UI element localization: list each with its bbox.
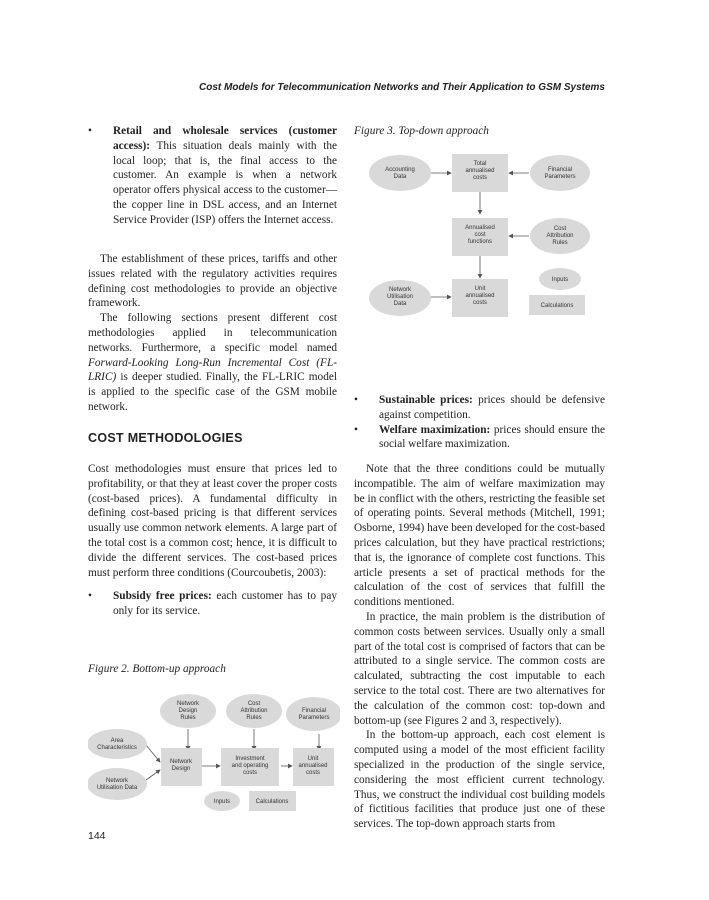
label: annualised [465,293,495,299]
label: costs [242,770,258,776]
label: Utilisation Data [96,785,138,791]
model-name: Forward-Looking Long-Run Incremental Cost (FL-LRIC) [88,356,337,384]
bullet-text: This situation deals mainly with the local loop; that is, the final access to the customer. An example is when a network operator offers physical access to the customer—the copper line in DSL access, and an Internet Service Provider (ISP) offers the Internet access. [113,139,337,226]
label: Design [171,766,191,772]
label: Financial [301,708,327,714]
label: Network [176,701,200,707]
label: Total [473,161,487,167]
paragraph: Cost methodologies must ensure that prices led to profitability, or that they at least cover the proper costs (cost-based prices). A fundamental difficulty in defining cost-based pricing is that different services usually use common network elements. A large part of the total cost is a common cost; hence, it is difficult to divide the different services. The cost-based prices must perform three conditions (Courcoubetis, 2003): [88,463,337,579]
label: costs [472,175,488,181]
label: Utilisation [386,294,414,300]
label: annualised [465,168,495,174]
label: annualised [298,763,328,769]
label: Financial [547,167,573,173]
label: Data [393,301,407,307]
label: costs [305,770,321,776]
node-area-characteristics [88,729,147,759]
bullet-term: Welfare maximization: [379,423,491,436]
figure-3-diagram [366,152,590,322]
label: Rules [180,715,196,721]
paragraph [88,311,337,415]
right-bullets [354,393,605,452]
label: Inputs [213,799,231,805]
label: Characteristics [97,745,137,751]
label: Investment [235,756,265,762]
label: Network [388,287,412,293]
bullet-dot: • [88,590,92,602]
bullet-term: Retail and wholesale services (customer access): [113,125,337,152]
figure-2-diagram [88,690,340,820]
label: Calculations [255,799,289,805]
left-paragraph-conditions [88,462,337,580]
label: Inputs [551,277,569,283]
label: Unit [307,756,319,762]
left-bullet-subsidy [88,589,337,619]
label: Rules [552,240,568,246]
label: Accounting [385,167,415,173]
label: Design [178,708,198,714]
bullet-dot: • [354,423,358,436]
label: cost [474,232,486,238]
label: Parameters [298,715,330,721]
bullet-text: prices should ensure the social welfare maximization. [379,423,605,451]
text-run: The following sections present different cost methodologies applied in telecommunication networks. Furthermore, a specific model named [88,312,337,354]
bullet-dot: • [354,394,358,406]
node-accounting-data [369,155,431,191]
running-header: Cost Models for Telecommunication Networks and Their Application to GSM Systems [199,82,605,93]
label: Rules [246,715,262,721]
label: and operating [231,763,269,769]
label: functions [467,239,493,245]
label: Cost [247,701,261,707]
bullet-text: prices should be defensive against competition. [379,394,606,421]
label: Data [393,174,407,180]
page-number: 144 [88,830,106,842]
label: Network [169,759,193,765]
node-financial-parameters [286,697,340,731]
right-body-paragraphs [354,462,605,832]
label: Attribution [546,233,574,239]
node-network-utilisation-data [88,768,147,800]
text-run: is deeper studied. Finally, the FL-LRIC model is applied to the specific case of the GSM mobile network. [88,371,337,413]
label: Network [105,778,129,784]
label: costs [472,300,488,306]
paragraph: In practice, the main problem is the distribution of common costs between services. Usually only a small part of the total cost is comprised of factors that can be attributed to a single service. The common costs are calculated, subtracting the cost imputable to each service to the total cost. There are two alternatives for the calculation of the common cost: top-down and bottom-up (see Figures 2 and 3, respectively). [354,610,605,727]
label: Area [110,738,124,744]
bullet-text: each customer has to pay only for its service. [113,590,337,617]
label: Parameters [544,174,576,180]
section-heading: COST METHODOLOGIES [88,431,243,445]
label: Attribution [240,708,268,714]
left-body-paragraphs [88,252,337,415]
bullet-dot: • [88,125,92,137]
node-financial-parameters [530,155,590,191]
figure-2-caption: Figure 2. Bottom-up approach [88,663,226,675]
paragraph: Note that the three conditions could be mutually incompatible. The aim of welfare maximization may be in conflict with the others, restricting the feasible set of operating points. Several methods (Mitchell, 1991; Osborne, 1994) have been developed for the cost-based prices calculation, but they have practical restrictions; that is, the ignorance of complete cost functions. This article presents a set of practical methods for the calculation of the cost of services that fulfill the conditions mentioned. [354,463,605,609]
label: Cost [553,226,567,232]
figure-3-caption: Figure 3. Top-down approach [354,125,489,137]
label: Unit [474,286,486,292]
paragraph: The establishment of these prices, tariffs and other issues related with the regulatory activities requires defining cost methodologies to provide an objective framework. [88,253,337,310]
paragraph: In the bottom-up approach, each cost element is computed using a model of the most efficient facility specialized in the production of the single service, considering the most efficient current technology. Thus, we construct the individual cost building models of fictitious facilities that produce just one of these services. The top-down approach starts from [354,729,605,831]
label: Annualised [465,225,495,231]
bullet-term: Sustainable prices: [379,394,473,406]
left-bullet-retail [88,124,337,228]
label: Calculations [540,303,574,309]
bullet-term: Subsidy free prices: [113,590,212,602]
